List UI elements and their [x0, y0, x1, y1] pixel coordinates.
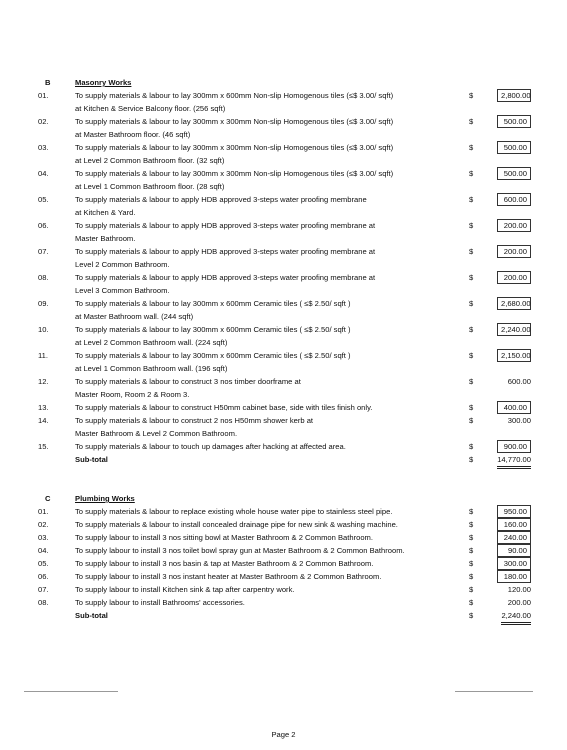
line-item-continuation — [0, 102, 567, 115]
item-description: To supply materials & labour to apply HDB approved 3-steps water proofing membrane at — [75, 221, 376, 230]
item-description: To supply materials & labour to apply HDB approved 3-steps water proofing membrane at — [75, 247, 376, 256]
line-item — [0, 271, 567, 284]
item-number: 09. — [38, 299, 49, 308]
item-amount: 300.00 — [497, 557, 531, 570]
currency-symbol: $ — [469, 416, 474, 425]
item-number: 04. — [38, 169, 49, 178]
item-number: 12. — [38, 377, 49, 386]
item-description-cont: Level 2 Common Bathroom. — [75, 260, 170, 269]
line-item-continuation — [0, 336, 567, 349]
line-item-continuation — [0, 128, 567, 141]
item-amount: 200.00 — [507, 598, 531, 607]
item-amount: 300.00 — [507, 416, 531, 425]
line-item — [0, 141, 567, 154]
item-description: To supply labour to install Kitchen sink & tap after carpentry work. — [75, 585, 295, 594]
line-item-continuation — [0, 258, 567, 271]
line-item — [0, 167, 567, 180]
item-amount: 500.00 — [497, 141, 531, 154]
subtotal-label: Sub-total — [75, 455, 108, 464]
line-item-continuation — [0, 388, 567, 401]
item-description-cont: at Level 2 Common Bathroom wall. (224 sqft) — [75, 338, 228, 347]
line-item-continuation — [0, 362, 567, 375]
item-amount: 200.00 — [497, 219, 531, 232]
item-number: 14. — [38, 416, 49, 425]
currency-symbol: $ — [469, 169, 474, 178]
currency-symbol: $ — [469, 351, 474, 360]
item-description-cont: at Kitchen & Yard. — [75, 208, 136, 217]
currency-symbol: $ — [469, 91, 474, 100]
item-amount: 2,680.00 — [497, 297, 531, 310]
item-description: To supply labour to install 3 nos toilet bowl spray gun at Master Bathroom & 2 Common Bathroom. — [75, 546, 405, 555]
line-item-continuation — [0, 206, 567, 219]
currency-symbol: $ — [469, 546, 474, 555]
line-item — [0, 583, 567, 596]
item-amount: 180.00 — [497, 570, 531, 583]
currency-symbol: $ — [469, 403, 474, 412]
masonry-subtotal-row — [0, 453, 567, 466]
currency-symbol: $ — [469, 585, 474, 594]
section-title: Masonry Works — [75, 78, 132, 87]
item-number: 03. — [38, 533, 49, 542]
page-number: Page 2 — [271, 730, 296, 739]
line-item — [0, 349, 567, 362]
item-amount: 120.00 — [507, 585, 531, 594]
item-amount: 2,800.00 — [497, 89, 531, 102]
masonry-section-header — [0, 76, 567, 89]
item-number: 10. — [38, 325, 49, 334]
item-number: 07. — [38, 247, 49, 256]
line-item — [0, 414, 567, 427]
item-description: To supply labour to install 3 nos basin & tap at Master Bathroom & 2 Common Bathroom. — [75, 559, 374, 568]
subtotal-label: Sub-total — [75, 611, 108, 620]
item-description: To supply materials & labour to construct 2 nos H50mm shower kerb at — [75, 416, 314, 425]
item-amount: 900.00 — [497, 440, 531, 453]
line-item-continuation — [0, 310, 567, 323]
currency-symbol: $ — [469, 611, 474, 620]
line-item — [0, 505, 567, 518]
line-item — [0, 544, 567, 557]
line-item-continuation — [0, 232, 567, 245]
line-item — [0, 219, 567, 232]
currency-symbol: $ — [469, 273, 474, 282]
section-code: B — [45, 78, 51, 87]
item-amount: 90.00 — [497, 544, 531, 557]
signature-line-right — [455, 691, 533, 692]
plumbing-subtotal-row — [0, 609, 567, 622]
item-number: 06. — [38, 221, 49, 230]
item-number: 01. — [38, 91, 49, 100]
item-number: 02. — [38, 117, 49, 126]
item-description: To supply labour to install Bathrooms' accessories. — [75, 598, 245, 607]
item-number: 01. — [38, 507, 49, 516]
item-amount: 500.00 — [497, 115, 531, 128]
item-number: 13. — [38, 403, 49, 412]
item-description-cont: Master Bathroom. — [75, 234, 136, 243]
item-number: 11. — [38, 351, 48, 360]
item-description: To supply materials & labour to construct H50mm cabinet base, side with tiles finish only. — [75, 403, 373, 412]
item-description-cont: at Level 1 Common Bathroom floor. (28 sqft) — [75, 182, 225, 191]
item-number: 08. — [38, 598, 49, 607]
line-item — [0, 193, 567, 206]
item-amount: 600.00 — [497, 193, 531, 206]
item-number: 03. — [38, 143, 49, 152]
item-number: 05. — [38, 559, 49, 568]
plumbing-section-header — [0, 492, 567, 505]
currency-symbol: $ — [469, 377, 474, 386]
currency-symbol: $ — [469, 117, 474, 126]
item-amount: 240.00 — [497, 531, 531, 544]
item-description-cont: at Level 1 Common Bathroom wall. (196 sqft) — [75, 364, 228, 373]
currency-symbol: $ — [469, 572, 474, 581]
line-item — [0, 570, 567, 583]
item-description: To supply materials & labour to apply HDB approved 3-steps water proofing membrane — [75, 195, 367, 204]
item-description: To supply materials & labour to lay 300mm x 600mm Ceramic tiles ( ≤$ 2.50/ sqft ) — [75, 325, 351, 334]
item-description-cont: at Kitchen & Service Balcony floor. (256 sqft) — [75, 104, 226, 113]
item-number: 02. — [38, 520, 49, 529]
item-description-cont: at Master Bathroom floor. (46 sqft) — [75, 130, 191, 139]
currency-symbol: $ — [469, 299, 474, 308]
item-description: To supply materials & labour to apply HDB approved 3-steps water proofing membrane at — [75, 273, 376, 282]
item-description: To supply materials & labour to lay 300mm x 300mm Non-slip Homogenous tiles (≤$ 3.00/ sqft) — [75, 117, 394, 126]
line-item — [0, 375, 567, 388]
line-item — [0, 440, 567, 453]
item-description: To supply materials & labour to install concealed drainage pipe for new sink & washing machine. — [75, 520, 398, 529]
line-item-continuation — [0, 180, 567, 193]
item-description: To supply materials & labour to lay 300mm x 600mm Non-slip Homogenous tiles (≤$ 3.00/ sqft) — [75, 91, 394, 100]
item-description-cont: at Level 2 Common Bathroom floor. (32 sqft) — [75, 156, 225, 165]
line-item — [0, 323, 567, 336]
item-number: 06. — [38, 572, 49, 581]
line-item — [0, 115, 567, 128]
item-description: To supply materials & labour to construct 3 nos timber doorframe at — [75, 377, 301, 386]
item-description: To supply materials & labour to lay 300mm x 300mm Non-slip Homogenous tiles (≤$ 3.00/ sqft) — [75, 169, 394, 178]
line-item — [0, 245, 567, 258]
section-code: C — [45, 494, 51, 503]
item-amount: 400.00 — [497, 401, 531, 414]
item-description: To supply materials & labour to lay 300mm x 600mm Ceramic tiles ( ≤$ 2.50/ sqft ) — [75, 299, 351, 308]
line-item — [0, 401, 567, 414]
item-description-cont: at Master Bathroom wall. (244 sqft) — [75, 312, 194, 321]
currency-symbol: $ — [469, 520, 474, 529]
currency-symbol: $ — [469, 221, 474, 230]
item-description: To supply materials & labour to replace existing whole house water pipe to stainless steel pipe. — [75, 507, 393, 516]
item-amount: 200.00 — [497, 271, 531, 284]
item-description: To supply labour to install 3 nos sitting bowl at Master Bathroom & 2 Common Bathroom. — [75, 533, 373, 542]
item-amount: 160.00 — [497, 518, 531, 531]
item-number: 07. — [38, 585, 49, 594]
item-number: 08. — [38, 273, 49, 282]
item-amount: 600.00 — [507, 377, 531, 386]
item-amount: 950.00 — [497, 505, 531, 518]
item-number: 05. — [38, 195, 49, 204]
item-amount: 500.00 — [497, 167, 531, 180]
line-item — [0, 297, 567, 310]
item-amount: 2,240.00 — [497, 323, 531, 336]
item-amount: 2,150.00 — [497, 349, 531, 362]
currency-symbol: $ — [469, 143, 474, 152]
line-item — [0, 518, 567, 531]
signature-line-left — [24, 691, 118, 692]
currency-symbol: $ — [469, 247, 474, 256]
currency-symbol: $ — [469, 598, 474, 607]
currency-symbol: $ — [469, 559, 474, 568]
item-description: To supply materials & labour to touch up damages after hacking at affected area. — [75, 442, 346, 451]
currency-symbol: $ — [469, 533, 474, 542]
item-amount: 200.00 — [497, 245, 531, 258]
line-item — [0, 596, 567, 609]
item-description: To supply labour to install 3 nos instant heater at Master Bathroom & 2 Common Bathroom. — [75, 572, 382, 581]
line-item-continuation — [0, 154, 567, 167]
line-item-continuation — [0, 427, 567, 440]
item-number: 15. — [38, 442, 49, 451]
currency-symbol: $ — [469, 325, 474, 334]
item-description-cont: Master Room, Room 2 & Room 3. — [75, 390, 190, 399]
subtotal-amount: 14,770.00 — [497, 453, 531, 469]
section-title: Plumbing Works — [75, 494, 135, 503]
subtotal-amount: 2,240.00 — [501, 609, 531, 625]
currency-symbol: $ — [469, 455, 474, 464]
item-description-cont: Master Bathroom & Level 2 Common Bathroom. — [75, 429, 238, 438]
item-description: To supply materials & labour to lay 300mm x 300mm Non-slip Homogenous tiles (≤$ 3.00/ sqft) — [75, 143, 394, 152]
line-item — [0, 531, 567, 544]
currency-symbol: $ — [469, 442, 474, 451]
item-number: 04. — [38, 546, 49, 555]
line-item — [0, 557, 567, 570]
line-item — [0, 89, 567, 102]
currency-symbol: $ — [469, 507, 474, 516]
currency-symbol: $ — [469, 195, 474, 204]
line-item-continuation — [0, 284, 567, 297]
item-description-cont: Level 3 Common Bathroom. — [75, 286, 170, 295]
item-description: To supply materials & labour to lay 300mm x 600mm Ceramic tiles ( ≤$ 2.50/ sqft ) — [75, 351, 351, 360]
